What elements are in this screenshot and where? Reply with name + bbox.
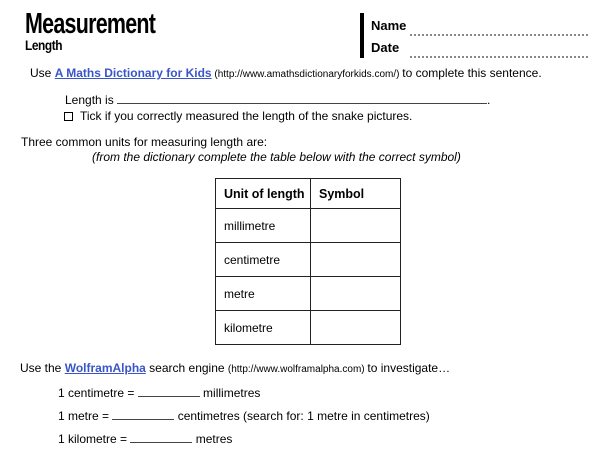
length-period: .: [487, 93, 491, 107]
length-answer-blank[interactable]: [117, 91, 487, 104]
unit-cell-centimetre: centimetre: [216, 243, 311, 277]
intro-sentence: [30, 66, 542, 82]
symbol-cell-metre[interactable]: [311, 277, 401, 311]
units-heading: Three common units for measuring length are:: [21, 135, 268, 149]
centimetre-question-post: millimetres: [199, 386, 261, 400]
symbol-cell-kilometre[interactable]: [311, 311, 401, 345]
metre-question-post: centimetres (search for: 1 metre in centimetres): [174, 409, 430, 423]
wolframalpha-url: (http://www.wolframalpha.com): [227, 364, 368, 375]
intro-text-pre: Use: [30, 66, 55, 80]
kilometre-question: [58, 430, 232, 447]
units-table: [215, 178, 401, 345]
date-label: Date: [371, 40, 400, 55]
metre-question: [58, 407, 430, 424]
length-is-label: Length is: [65, 93, 118, 107]
length-sentence: [65, 91, 490, 108]
wolfram-text-mid: search engine: [145, 361, 228, 375]
page-title: Measurement: [25, 8, 156, 40]
page-subtitle: Length: [25, 37, 63, 53]
wolframalpha-link[interactable]: WolframAlpha: [64, 361, 146, 375]
intro-text-post: to complete this sentence.: [402, 66, 542, 80]
tick-sentence: [64, 109, 412, 124]
centimetre-question-pre: 1 centimetre =: [58, 386, 138, 400]
centimetre-answer-blank[interactable]: [138, 384, 200, 397]
kilometre-answer-blank[interactable]: [130, 430, 192, 443]
unit-of-length-header: Unit of length: [216, 179, 311, 209]
table-row: [216, 311, 401, 345]
table-row: [216, 243, 401, 277]
date-fill-line[interactable]: [410, 56, 588, 58]
tick-checkbox[interactable]: [64, 112, 73, 121]
name-label: Name: [371, 18, 407, 33]
table-row: [216, 209, 401, 243]
table-header-row: [216, 179, 401, 209]
name-fill-line[interactable]: [410, 34, 588, 36]
header-divider-bar: [360, 13, 364, 58]
table-row: [216, 277, 401, 311]
unit-cell-kilometre: kilometre: [216, 311, 311, 345]
maths-dictionary-url: (http://www.amathsdictionaryforkids.com/): [211, 69, 403, 80]
units-note: (from the dictionary complete the table below with the correct symbol): [92, 150, 461, 164]
unit-cell-metre: metre: [216, 277, 311, 311]
tick-label: Tick if you correctly measured the length of the snake pictures.: [80, 109, 413, 123]
symbol-cell-centimetre[interactable]: [311, 243, 401, 277]
maths-dictionary-link[interactable]: A Maths Dictionary for Kids: [54, 66, 212, 80]
metre-question-pre: 1 metre =: [58, 409, 113, 423]
kilometre-question-pre: 1 kilometre =: [58, 432, 131, 446]
centimetre-question: [58, 384, 260, 401]
wolfram-sentence: [20, 361, 450, 377]
kilometre-question-post: metres: [192, 432, 233, 446]
unit-cell-millimetre: millimetre: [216, 209, 311, 243]
symbol-header: Symbol: [311, 179, 401, 209]
symbol-cell-millimetre[interactable]: [311, 209, 401, 243]
wolfram-text-post: to investigate…: [367, 361, 451, 375]
wolfram-text-pre: Use the: [20, 361, 65, 375]
metre-answer-blank[interactable]: [112, 407, 174, 420]
